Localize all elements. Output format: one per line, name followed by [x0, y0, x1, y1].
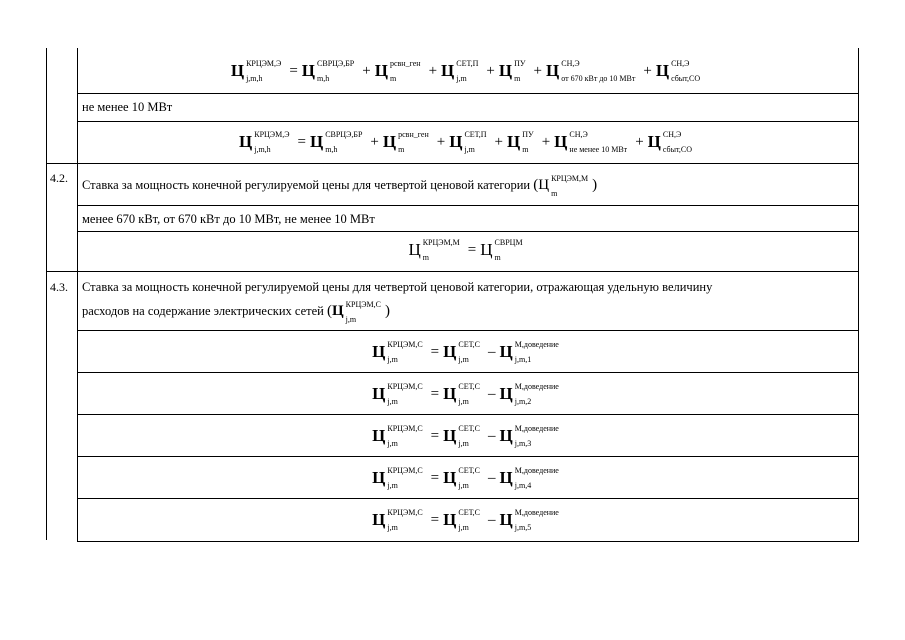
plus-sign: +: [635, 133, 644, 150]
price-symbol: Ц: [443, 468, 457, 487]
plus-sign: +: [533, 62, 542, 79]
price-symbol: Ц: [443, 510, 457, 529]
price-symbol: Ц: [538, 177, 550, 193]
price-symbol: Ц: [499, 468, 513, 487]
indices: КРЦЭМ,М m: [422, 238, 460, 262]
minus-sign: –: [488, 343, 496, 360]
indices: СН,Э сбыт,СО: [671, 59, 701, 83]
indices: КРЦЭМ,С j,m: [387, 508, 423, 532]
indices: КРЦЭМ,С j,m: [345, 300, 381, 325]
indices: КРЦЭМ,Э j,m,h: [254, 130, 290, 154]
price-symbol: Ц: [443, 426, 457, 445]
price-symbol: Ц: [372, 468, 386, 487]
price-symbol: Ц: [507, 132, 521, 151]
table-right-border: [858, 48, 859, 542]
row-divider: [77, 121, 859, 122]
formula-energy-not-less-10: [77, 128, 858, 156]
formula-network-1: [77, 338, 858, 366]
equals-sign: =: [430, 427, 440, 444]
indices: М,доведение j,m,5: [514, 508, 559, 532]
row-divider: [77, 231, 859, 232]
price-symbol: Ц: [301, 61, 316, 80]
indices: СН,Э не менее 10 МВт: [569, 130, 628, 154]
price-symbol: Ц: [408, 240, 421, 259]
price-symbol: Ц: [382, 132, 397, 151]
equals-sign: =: [289, 62, 298, 79]
price-symbol: Ц: [443, 342, 457, 361]
indices: КРЦЭМ,С j,m: [387, 382, 423, 406]
minus-sign: –: [488, 385, 496, 402]
section-number-4-3: 4.3.: [50, 280, 68, 294]
section-4-3-title-line2: расходов на содержание электрических сетей (Ц КРЦЭМ,С j,m ): [82, 300, 390, 325]
price-symbol: Ц: [499, 342, 513, 361]
formula-network-3: [77, 422, 858, 450]
plus-sign: +: [541, 133, 551, 150]
price-symbol: Ц: [480, 240, 493, 259]
price-symbol: Ц: [309, 132, 324, 151]
price-symbol: Ц: [449, 132, 463, 151]
price-symbol: Ц: [498, 61, 513, 80]
price-symbol: Ц: [372, 510, 386, 529]
table-bottom-border: [77, 541, 859, 542]
plus-sign: +: [494, 133, 504, 150]
price-symbol: Ц: [331, 303, 344, 319]
equals-sign: =: [297, 133, 306, 150]
price-symbol: Ц: [374, 61, 388, 80]
indices: СН,Э сбыт,СО: [662, 130, 692, 154]
price-symbol: Ц: [443, 384, 457, 403]
category-not-less-10mw: не менее 10 МВт: [82, 100, 173, 114]
minus-sign: –: [488, 469, 496, 486]
indices: СЕТ,С j,m: [458, 508, 481, 532]
formula-network-2: [77, 380, 858, 408]
row-divider: [77, 330, 859, 331]
minus-sign: –: [488, 511, 496, 528]
price-symbol: Ц: [554, 132, 568, 151]
indices: рсвн_ген m: [398, 130, 429, 154]
row-divider: [77, 93, 859, 94]
indices: ПУ m: [522, 130, 534, 154]
indices: СВРЦМ m: [494, 238, 523, 262]
price-symbol: Ц: [441, 61, 455, 80]
indices: М,доведение j,m,3: [514, 424, 559, 448]
indices: ПУ m: [514, 59, 526, 83]
minus-sign: –: [488, 427, 496, 444]
section-4-2-categories: менее 670 кВт, от 670 кВт до 10 МВт, не менее 10 МВт: [82, 212, 375, 226]
indices: КРЦЭМ,С j,m: [387, 466, 423, 490]
price-symbol: Ц: [499, 510, 513, 529]
price-symbol: Ц: [372, 342, 386, 361]
plus-sign: +: [370, 133, 379, 150]
row-divider: [46, 163, 859, 164]
row-divider: [77, 414, 859, 415]
indices: М,доведение j,m,4: [514, 466, 559, 490]
equals-sign: =: [467, 241, 477, 258]
price-symbol: Ц: [546, 61, 560, 80]
price-symbol: Ц: [499, 426, 513, 445]
row-divider: [77, 372, 859, 373]
row-divider: [77, 498, 859, 499]
indices: СЕТ,С j,m: [458, 466, 481, 490]
row-divider: [46, 271, 859, 272]
plus-sign: +: [486, 62, 495, 79]
row-divider: [77, 205, 859, 206]
table-left-border: [46, 48, 47, 540]
indices: СН,Э от 670 кВт до 10 МВт: [561, 59, 636, 83]
indices: СЕТ,С j,m: [458, 340, 481, 364]
indices: М,доведение j,m,1: [514, 340, 559, 364]
formula-network-4: [77, 464, 858, 492]
plus-sign: +: [362, 62, 371, 79]
indices: КРЦЭМ,М m: [551, 174, 589, 199]
equals-sign: =: [430, 385, 440, 402]
price-symbol: Ц: [372, 426, 386, 445]
indices: КРЦЭМ,С j,m: [387, 340, 423, 364]
indices: СЕТ,П j,m: [464, 130, 487, 154]
indices: СВРЦЭ,БР m,h: [317, 59, 355, 83]
section-4-2-title: Ставка за мощность конечной регулируемой цены для четвертой ценовой категории (Ц КРЦЭМ,М m ): [82, 174, 598, 199]
plus-sign: +: [436, 133, 446, 150]
price-symbol: Ц: [499, 384, 513, 403]
plus-sign: +: [643, 62, 652, 79]
indices: КРЦЭМ,Э j,m,h: [246, 59, 282, 83]
indices: СЕТ,П j,m: [456, 59, 479, 83]
section-4-3-title-line1: Ставка за мощность конечной регулируемой цены для четвертой ценовой категории, отражающая удельную величину: [82, 280, 713, 294]
row-divider: [77, 456, 859, 457]
equals-sign: =: [430, 469, 440, 486]
price-symbol: Ц: [230, 61, 245, 80]
equals-sign: =: [430, 343, 440, 360]
plus-sign: +: [428, 62, 438, 79]
price-symbol: Ц: [239, 132, 253, 151]
indices: СВРЦЭ,БР m,h: [325, 130, 363, 154]
section-number-4-2: 4.2.: [50, 171, 68, 185]
indices: КРЦЭМ,С j,m: [387, 424, 423, 448]
equals-sign: =: [430, 511, 440, 528]
price-symbol: Ц: [372, 384, 386, 403]
indices: СЕТ,С j,m: [458, 424, 481, 448]
indices: СЕТ,С j,m: [458, 382, 481, 406]
formula-energy-670-10: [77, 58, 858, 84]
price-symbol: Ц: [655, 61, 670, 80]
price-symbol: Ц: [647, 132, 661, 151]
formula-network-5: [77, 506, 858, 534]
indices: М,доведение j,m,2: [514, 382, 559, 406]
formula-capacity: [77, 236, 858, 264]
indices: рсвн_ген m: [389, 59, 421, 83]
